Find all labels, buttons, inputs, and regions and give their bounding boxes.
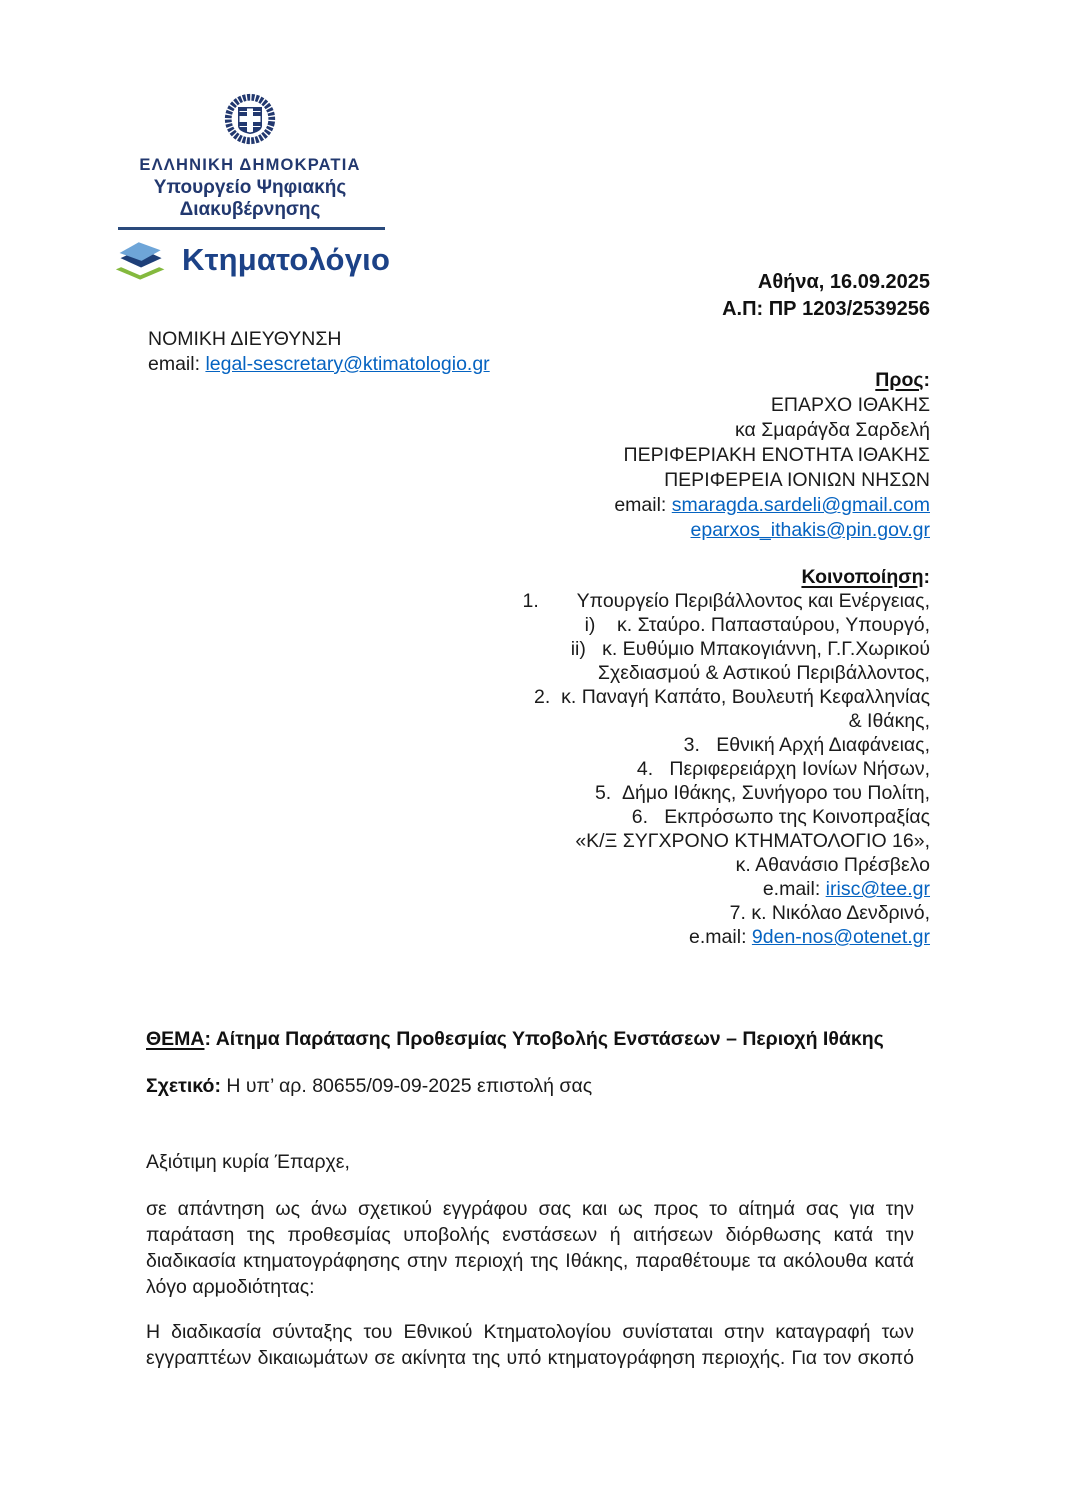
cc-line	[522, 637, 930, 661]
ministry-title: Υπουργείο Ψηφιακής Διακυβέρνησης	[153, 177, 347, 220]
recipient-header-label: Προς	[875, 369, 924, 391]
letterhead	[90, 89, 410, 285]
cc-header-label: Κοινοποίηση	[801, 566, 924, 588]
cc-block	[522, 565, 930, 949]
subject-text: Αίτημα Παράτασης Προθεσμίας Υποβολής Ενστάσεων – Περιοχή Ιθάκης	[215, 1028, 884, 1050]
salutation: Αξιότιμη κυρία Έπαρχε,	[146, 1151, 350, 1173]
cadastre-cube-icon	[114, 235, 170, 285]
republic-title: ΕΛΛΗΝΙΚΗ ΔΗΜΟΚΡΑΤΙΑ	[139, 156, 361, 174]
body-paragraph-1: σε απάντηση ως άνω σχετικού εγγράφου σας και ως προς το αίτημά σας για την παράταση της προθεσμίας υποβολής ενστάσεων ή αιτήσεων διόρθωσης κατά την διαδικασία κτηματογράφησης στην περιοχή της Ιθάκης, παραθέτουμε τα ακόλουθα κατά λόγο αρμοδιότητας:	[146, 1198, 914, 1298]
cc-line	[522, 757, 930, 781]
cc-text: 3. Εθνική Αρχή Διαφάνειας,	[683, 734, 930, 756]
reference-label: Σχετικό:	[146, 1075, 221, 1097]
cc-text: 6. Εκπρόσωπο της Κοινοπραξίας	[631, 806, 930, 828]
cc-text: e.mail:	[762, 878, 826, 900]
cc-line	[522, 853, 930, 877]
cc-line	[522, 877, 930, 901]
cc-text: κ. Αθανάσιο Πρέσβελο	[735, 854, 930, 876]
cc-line	[522, 589, 930, 613]
cc-text: Σχεδιασμού & Αστικού Περιβάλλοντος,	[597, 662, 930, 684]
greek-coat-of-arms-icon	[220, 89, 280, 149]
cc-line	[522, 805, 930, 829]
cc-line	[522, 685, 930, 709]
date-block	[722, 269, 930, 323]
recipient-text: ΕΠΑΡΧΟ ΙΘΑΚΗΣ	[770, 394, 930, 416]
cc-text: 2. κ. Παναγή Καπάτο, Βουλευτή Κεφαλληνίας	[534, 686, 930, 708]
cc-text: «Κ/Ξ ΣΥΓΧΡΟΝΟ ΚΤΗΜΑΤΟΛΟΓΙΟ 16»,	[575, 830, 930, 852]
cc-lines	[522, 589, 930, 949]
cc-text: 1. Υπουργείο Περιβάλλοντος και Ενέργειας,	[522, 590, 930, 612]
recipient-lines	[614, 393, 930, 543]
cc-line	[522, 781, 930, 805]
letterhead-divider	[118, 227, 385, 230]
cc-text: i) κ. Σταύρο. Παπασταύρου, Υπουργό,	[584, 614, 930, 636]
city-date: Αθήνα, 16.09.2025	[757, 271, 930, 293]
cc-line	[522, 829, 930, 853]
cc-text: ii) κ. Ευθύμιο Μπακογιάννη, Γ.Γ.Χωρικού	[570, 638, 930, 660]
recipient-line	[614, 443, 930, 468]
cc-text: 5. Δήμο Ιθάκης, Συνήγορο του Πολίτη,	[594, 782, 930, 804]
brand-name: Κτηματολόγιο	[182, 242, 391, 277]
cc-header-colon: :	[923, 566, 930, 588]
recipient-line	[614, 493, 930, 518]
cc-line	[522, 733, 930, 757]
cc-header	[522, 565, 930, 589]
recipient-header-colon: :	[923, 369, 930, 391]
recipient-line	[614, 393, 930, 418]
recipient-line	[614, 468, 930, 493]
letter-body	[146, 1149, 914, 1371]
recipient-line	[614, 418, 930, 443]
recipient-line	[614, 518, 930, 543]
cadastre-logo	[114, 235, 410, 285]
cc-text: 7. κ. Νικόλαο Δενδρινό,	[729, 902, 930, 924]
body-paragraph-2: Η διαδικασία σύνταξης του Εθνικού Κτηματολογίου συνίσταται στην καταγραφή των εγγραπτέων δικαιωμάτων σε ακίνητα της υπό κτηματογράφηση περιοχής. Για τον σκοπό	[146, 1321, 914, 1369]
cc-text: 4. Περιφερειάρχη Ιονίων Νήσων,	[636, 758, 930, 780]
recipient-header	[614, 368, 930, 393]
cc-line	[522, 925, 930, 949]
recipient-text: ΠΕΡΙΦΕΡΕΙΑ ΙΟΝΙΩΝ ΝΗΣΩΝ	[664, 469, 930, 491]
cc-line	[522, 613, 930, 637]
reference-text: Η υπ’ αρ. 80655/09-09-2025 επιστολή σας	[220, 1075, 593, 1097]
sender-email-line	[148, 352, 490, 377]
cc-line	[522, 709, 930, 733]
email-link[interactable]: irisc@tee.gr	[825, 878, 930, 900]
recipient-text: κα Σμαράγδα Σαρδελή	[735, 419, 930, 441]
protocol-number: Α.Π: ΠΡ 1203/2539256	[722, 298, 930, 320]
sender-email-link[interactable]: legal-sescretary@ktimatologio.gr	[205, 353, 490, 375]
subject-separator: :	[204, 1028, 216, 1050]
email-link[interactable]: smaragda.sardeli@gmail.com	[671, 494, 930, 516]
cc-line	[522, 661, 930, 685]
recipient-text: email:	[614, 494, 672, 516]
recipient-text: ΠΕΡΙΦΕΡΙΑΚΗ ΕΝΟΤΗΤΑ ΙΘΑΚΗΣ	[623, 444, 930, 466]
recipient-block	[614, 368, 930, 543]
sender-block	[148, 327, 490, 377]
email-link[interactable]: eparxos_ithakis@pin.gov.gr	[690, 519, 930, 541]
cc-line	[522, 901, 930, 925]
sender-department: ΝΟΜΙΚΗ ΔΙΕΥΘΥΝΣΗ	[148, 328, 342, 350]
cc-text: e.mail:	[689, 926, 752, 948]
reference-line	[146, 1075, 592, 1098]
sender-email-label: email:	[148, 353, 206, 375]
subject-line	[146, 1028, 884, 1051]
cc-text: & Ιθάκης,	[848, 710, 930, 732]
email-link[interactable]: 9den-nos@otenet.gr	[751, 926, 930, 948]
subject-label: ΘΕΜΑ	[146, 1028, 205, 1050]
